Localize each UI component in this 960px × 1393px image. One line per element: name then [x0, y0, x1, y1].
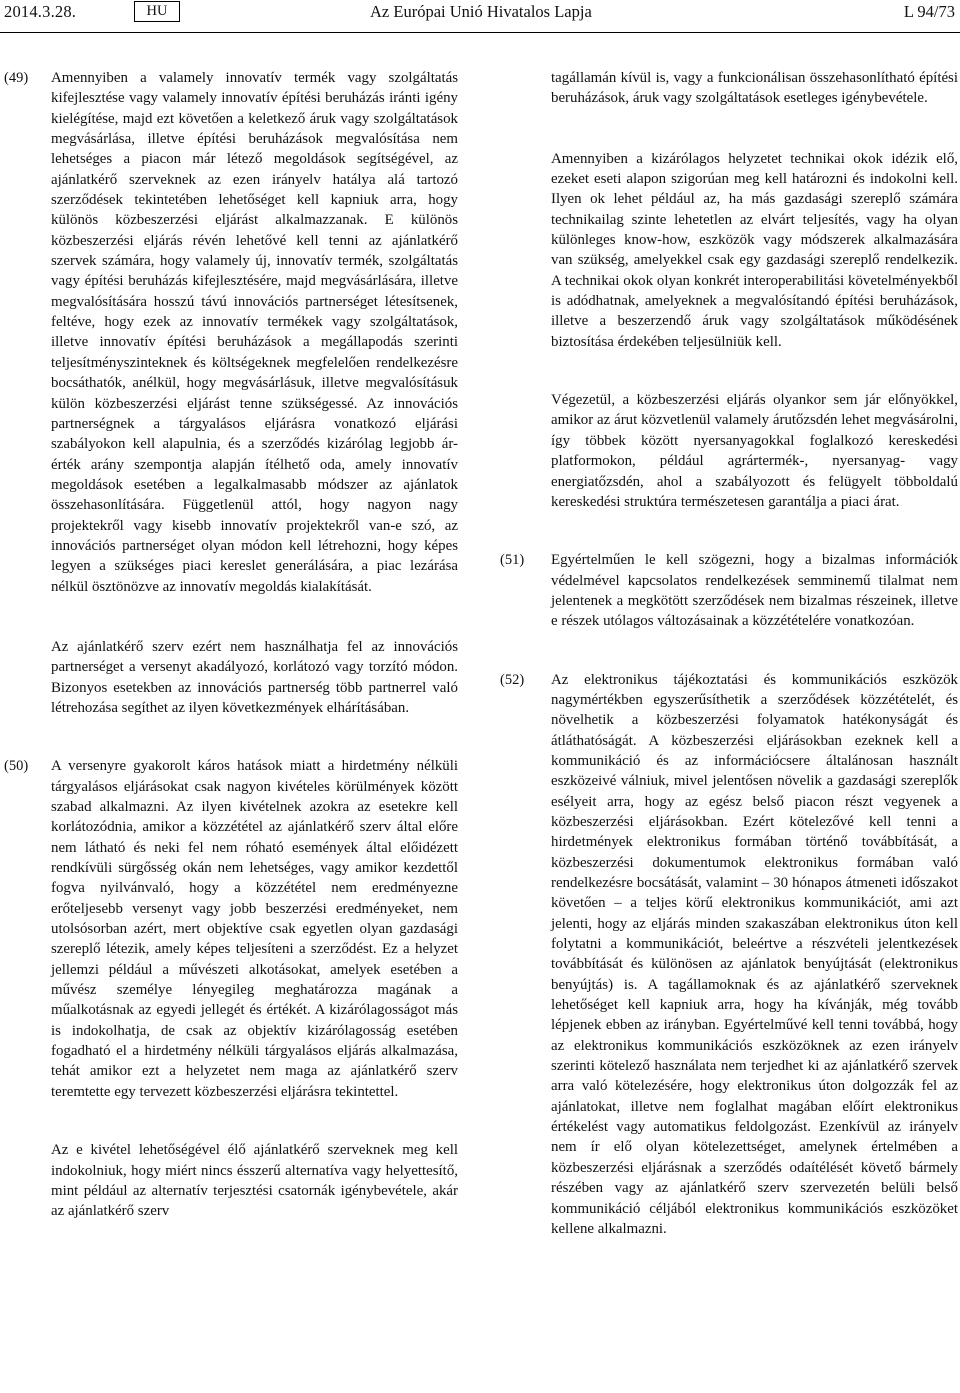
page-header	[0, 0, 960, 33]
paragraph: Az e kivétel lehetőségével élő ajánlatkérő szerveknek meg kell indokolniuk, hogy miért nincs ésszerű alternatíva vagy helyettesítő, mint például az alternatív terjesztési csatornák igénybevétele, akár az ajánlatkérő szerv	[51, 1142, 458, 1220]
paragraph: Amennyiben a valamely innovatív termék vagy szolgáltatás kifejlesztése vagy valamely innovatív építési beruházás iránti igény kielégítése, majd ezt követően a keletkező áruk vagy szolgáltatások megvásárlása, illetve építési beruházások megvalósítása nem lehetséges a piacon már létező megoldások segítségével, az ajánlatkérő szerveknek az ezen irányelv hatálya alá tartozó szerződések tekintetében lehetőséget kell kapniuk arra, hogy különös közbeszerzési eljárást alkalmazzanak. E különös közbeszerzési eljárás révén lehetővé kell tenni az ajánlatkérő szervek számára, hogy valamely új, innovatív termék, szolgáltatás vagy építési beruházás kifejlesztésére, majd megvásárlására, illetve megvalósítására hosszú távú innovációs partnerséget létesítsenek, feltéve, hogy ezek az innovatív termékek vagy szolgáltatások, illetve innovatív építési beruházások a megállapodás szerinti teljesítményszinteknek és költségeknek megfelelően rendelkezésre bocsáthatók, anélkül, hogy megvásárlásuk, illetve megvalósításuk külön közbeszerzési eljárást tenne szükségessé. Az innovációs partnerségnek a tárgyalásos eljárásra vonatkozó eljárási szabályokon kell alapulnia, és a szerződés kizárólag legjobb ár-érték arány szempontja alapján ítélhető oda, amely innovatív megoldások esetében a legalkalmasabb módszer az ajánlatok összehasonlítására. Függetlenül attól, hogy nagyon nagy projektekről vagy kisebb innovatív projektekről van-e szó, az innovációs partnerséget olyan módon kell létrehozni, hogy képes legyen a szükséges piaci kereslet generálására, a piac lezárása nélkül ösztönözve az innovatív megoldás kialakítását.	[51, 70, 458, 595]
recital-body	[551, 670, 958, 1240]
paragraph: tagállamán kívül is, vagy a funkcionálisan összehasonlítható építési beruházások, áruk vagy szolgáltatások esetleges igénybevétele.	[551, 70, 958, 107]
recital-body	[551, 68, 958, 512]
recital-52	[500, 670, 958, 1240]
paragraph: Végezetül, a közbeszerzési eljárás olyankor sem jár előnyökkel, amikor az árut közvetlenül valamely árutőzsdén lehet megvásárolni, így többek között nyersanyagokkal foglalkozó kereskedési platformokon, például agrártermék-, nyersanyag- vagy energiatőzsdén, ahol a szabályozott és felügyelt többoldalú kereskedési struktúra természetesen garantálja a piaci árat.	[551, 392, 958, 510]
recital-51	[500, 550, 958, 631]
paragraph: A versenyre gyakorolt káros hatások miatt a hirdetmény nélküli tárgyalásos eljárásokat csak nagyon kivételes körülmények között szabad alkalmazni. Az ilyen kivételnek azokra az esetekre kell korlátozódnia, amikor a közzététel az ajánlatkérő szerv által előre nem látható és neki fel nem róható események által előidézett rendkívüli sürgősség okán nem lehetséges, vagy amikor kezdettől fogva nyilvánvaló, hogy a közzététel nem eredményezne erőteljesebb versenyt vagy jobb beszerzési eredményeket, nem utolsósorban azért, mert objektíve csak egyetlen olyan gazdasági szereplő létezik, amely képes teljesíteni a szerződést. Ez a helyzet jellemzi például a művészeti alkotásokat, amelyek esetében a művész személye lényegileg meghatározza magának a műalkotásnak az egyedi jellegét és értékét. A kizárólagosságot más is indokolhatja, de csak az objektív kizárólagosság esetében fogadható el a hirdetmény nélküli tárgyalásos eljárás alkalmazása, tehát amikor ezt a helyzetet nem maga az ajánlatkérő szerv teremtette egy tervezett közbeszerzési eljárásra tekintettel.	[51, 758, 458, 1100]
recital-number: (51)	[500, 552, 525, 569]
recital-number: (50)	[4, 758, 29, 775]
journal-title: Az Európai Unió Hivatalos Lapja	[370, 2, 592, 21]
publication-date: 2014.3.28.	[4, 2, 77, 21]
recital-body	[51, 756, 458, 1221]
paragraph: Az ajánlatkérő szerv ezért nem használhatja fel az innovációs partnerséget a versenyt akadályozó, korlátozó vagy torzító módon. Bizonyos esetekben az innovációs partnerség több partnerrel való létrehozása segíthet az ilyen következmények elhárításában.	[51, 638, 458, 716]
recital-number: (49)	[4, 70, 29, 86]
paragraph: Az elektronikus tájékoztatási és kommunikációs eszközök nagymértékben egyszerűsíthetik a szerződések közzétételét, és növelhetik a közbeszerzési folyamatok hatékonyságát és átláthatóságát. A közbeszerzési eljárásokban ezeknek kell a kommunikáció és az információcsere általánosan használt eszközeivé válniuk, mivel jelentősen növelik a gazdasági szereplők esélyeit arra, hogy az egész belső piacon részt vegyenek a közbeszerzési eljárásokban. Ezért kötelezővé kell tenni a hirdetmények elektronikus formában történő továbbítását, a közbeszerzési dokumentumok elektronikus formában való rendelkezésre bocsátását, valamint – 30 hónapos átmeneti időszakot követően – a teljes körű elektronikus kommunikációt, ami azt jelenti, hogy az eljárás minden szakaszában elektronikus úton kell folytatni a kommunikációt, beleértve a részvételi jelentkezések továbbítását és különösen az ajánlatok benyújtását (elektronikus benyújtás) is. A tagállamoknak és az ajánlatkérő szerveknek lehetőséget kell kapniuk arra, hogy ha kívánják, még tovább lépjenek ebben az irányban. Egyértelművé kell tenni továbbá, hogy az elektronikus kommunikációs eszközöknek az ezen irányelv szerinti kötelező használata nem terjedhet ki az ajánlatkérő szervek arra való kötelezésére, hogy elektronikus úton dolgozzák fel az ajánlatokat, illetve nem foglalhat magában előírt elektronikus értékelést vagy automatikus feldolgozást. Ezenkívül az irányelv nem ír elő olyan kötelezettséget, amelynek értelmében a közbeszerzési eljárásnak a szerződés odaítélését követő bármely részében vagy az ajánlatkérő szerv szervezetén belüli belső kommunikáció céljából elektronikus kommunikációs eszközöket kellene alkalmazni.	[551, 671, 958, 1237]
left-column	[0, 68, 458, 1222]
paragraph: Amennyiben a kizárólagos helyzetet technikai okok idézik elő, ezeket eseti alapon szigorúan meg kell határozni és indokolni kell. Ilyen ok lehet például az, ha más gazdasági szereplő számára technikailag szinte lehetetlen az elvárt teljesítés, vagy ha olyan különleges know-how, eszközök vagy módszerek alkalmazására van szükség, amelyekkel csak egy gazdasági szereplő rendelkezik. A technikai okok olyan konkrét interoperabilitási követelményekből is adódhatnak, amelyeknek a megvalósítandó építési beruházások, illetve a beszerzendő áruk vagy szolgáltatások működésének biztosítása érdekében teljesülniük kell.	[551, 150, 958, 350]
right-column	[500, 68, 958, 1239]
recital-50	[0, 756, 458, 1221]
recital-50-continued	[500, 68, 958, 512]
recital-body	[51, 68, 458, 718]
page-number: L 94/73	[903, 2, 955, 21]
recital-body	[551, 550, 958, 631]
language-badge: HU	[134, 1, 180, 22]
paragraph: Egyértelműen le kell szögezni, hogy a bizalmas információk védelmével kapcsolatos rendelkezések semminemű tilalmat nem jelentenek a megkötött szerződések nem bizalmas részeinek, illetve e részek utólagos változásainak a közzétételére vonatkozóan.	[551, 552, 958, 630]
recital-49	[0, 68, 458, 718]
recital-number: (52)	[500, 671, 525, 688]
